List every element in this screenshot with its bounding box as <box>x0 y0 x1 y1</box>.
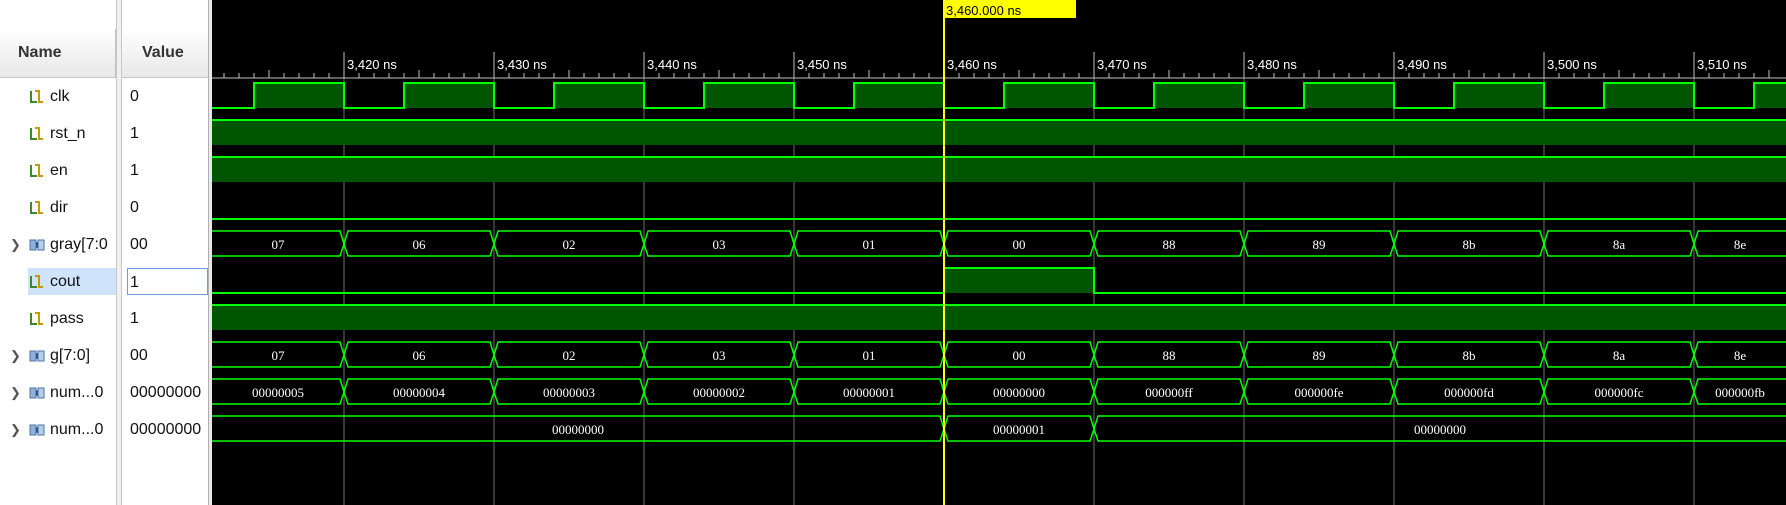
signal-name-label: gray[7:0 <box>50 236 108 253</box>
timeline-label: 3,500 ns <box>1547 57 1597 72</box>
bus-value: 02 <box>562 348 576 363</box>
bus-value: 00000000 <box>993 385 1045 400</box>
bus-value: 8a <box>1612 348 1626 363</box>
bit-signal-icon <box>28 162 50 180</box>
bus-value: 88 <box>1162 348 1176 363</box>
signal-name[interactable] <box>28 342 116 369</box>
signal-name[interactable] <box>28 194 116 221</box>
wave-high-fill <box>854 83 944 108</box>
wave-high-fill <box>254 83 344 108</box>
signal-value[interactable]: 0 <box>130 88 139 105</box>
value-column-label: Value <box>142 44 184 61</box>
wave-high-fill <box>1454 83 1544 108</box>
timeline-label: 3,510 ns <box>1697 57 1747 72</box>
bus-value: 00 <box>1012 237 1026 252</box>
signal-name[interactable] <box>28 231 116 258</box>
wave-high-fill <box>1004 83 1094 108</box>
bus-value: 01 <box>862 348 876 363</box>
bus-value: 00000001 <box>843 385 895 400</box>
timeline-label: 3,440 ns <box>647 57 697 72</box>
bus-value: 88 <box>1162 237 1176 252</box>
signal-name-label: num...0 <box>50 421 104 438</box>
bus-value: 00000000 <box>552 422 604 437</box>
signal-value[interactable]: 00000000 <box>130 384 202 401</box>
wave-high-fill <box>704 83 794 108</box>
wave-high-fill <box>1304 83 1394 108</box>
signal-panel <box>0 0 212 505</box>
signal-row[interactable] <box>0 263 208 300</box>
bus-value: 89 <box>1312 348 1326 363</box>
bus-value: 00000004 <box>393 385 445 400</box>
signal-name-label: g[7:0] <box>50 347 91 364</box>
wave-cout <box>212 268 1786 293</box>
bus-value: 00000001 <box>993 422 1045 437</box>
waveform-area[interactable] <box>212 0 1786 505</box>
signal-name[interactable] <box>28 305 116 332</box>
bus-value: 06 <box>412 237 426 252</box>
timeline-label: 3,470 ns <box>1097 57 1147 72</box>
signal-name[interactable] <box>28 416 116 443</box>
expand-chevron-icon[interactable]: ❯ <box>10 385 21 400</box>
wave-high-fill <box>944 268 1094 293</box>
bus-value: 03 <box>712 348 726 363</box>
timeline-label: 3,450 ns <box>797 57 847 72</box>
wave-gray <box>212 231 1786 256</box>
signal-name-label: en <box>50 162 68 179</box>
bus-value: 8b <box>1462 348 1476 363</box>
bus-value: 000000ff <box>1145 385 1193 400</box>
signal-row[interactable] <box>0 115 208 152</box>
wave-high-fill <box>554 83 644 108</box>
bit-signal-icon <box>28 273 50 291</box>
signal-row[interactable] <box>0 374 208 411</box>
bus-signal-icon <box>28 347 50 365</box>
signal-row[interactable] <box>0 411 208 448</box>
signal-name[interactable] <box>28 379 116 406</box>
wave-g <box>212 342 1786 367</box>
bus-value: 07 <box>271 237 285 252</box>
signal-value[interactable]: 1 <box>127 268 208 295</box>
bit-signal-icon <box>28 88 50 106</box>
bus-value: 8e <box>1733 237 1747 252</box>
bus-value: 00000005 <box>252 385 304 400</box>
signal-row[interactable] <box>0 337 208 374</box>
signal-name-label: dir <box>50 199 68 216</box>
wave-high-fill <box>212 120 1786 145</box>
timeline-label: 3,480 ns <box>1247 57 1297 72</box>
signal-name-label: cout <box>50 273 81 290</box>
bus-value: 00000002 <box>693 385 745 400</box>
wave-clk <box>212 83 1786 108</box>
expand-chevron-icon[interactable]: ❯ <box>10 237 21 252</box>
expand-chevron-icon[interactable]: ❯ <box>10 422 21 437</box>
timeline-label: 3,430 ns <box>497 57 547 72</box>
signal-value[interactable]: 00000000 <box>130 421 202 438</box>
wave-rst_n <box>212 120 1786 145</box>
signal-value[interactable]: 1 <box>130 125 139 142</box>
wave-pass <box>212 305 1786 330</box>
bus-value: 07 <box>271 348 285 363</box>
bus-signal-icon <box>28 384 50 402</box>
wave-high-fill <box>212 305 1786 330</box>
signal-name-label: num...0 <box>50 384 104 401</box>
signal-name[interactable] <box>28 120 116 147</box>
bus-value: 8a <box>1612 237 1626 252</box>
wave-high-fill <box>212 157 1786 182</box>
bit-signal-icon <box>28 310 50 328</box>
wave-num2 <box>212 416 1786 441</box>
signal-value[interactable]: 1 <box>130 310 139 327</box>
signal-row[interactable] <box>0 78 208 115</box>
signal-name-label: clk <box>50 88 70 105</box>
bus-value: 000000fc <box>1594 385 1644 400</box>
signal-row[interactable] <box>0 189 208 226</box>
bus-signal-icon <box>28 421 50 439</box>
bit-signal-icon <box>28 125 50 143</box>
name-column-header[interactable] <box>0 29 116 78</box>
bus-value: 8b <box>1462 237 1476 252</box>
timeline-label: 3,460 ns <box>947 57 997 72</box>
wave-high-fill <box>404 83 494 108</box>
wave-num1 <box>212 379 1786 404</box>
signal-value[interactable]: 0 <box>130 199 139 216</box>
name-column-label: Name <box>18 44 62 61</box>
value-column-header[interactable] <box>122 29 208 78</box>
signal-name[interactable] <box>28 268 116 295</box>
signal-value[interactable]: 00 <box>130 347 148 364</box>
timeline-label: 3,490 ns <box>1397 57 1447 72</box>
signal-row[interactable] <box>0 300 208 337</box>
bus-value: 02 <box>562 237 576 252</box>
wave-high-fill <box>1604 83 1694 108</box>
bus-value: 00000003 <box>543 385 595 400</box>
wave-high-fill <box>1154 83 1244 108</box>
cursor-time-label: 3,460.000 ns <box>946 3 1022 18</box>
bus-value: 00000000 <box>1414 422 1466 437</box>
signal-name-label: pass <box>50 310 84 327</box>
bus-value: 8e <box>1733 348 1747 363</box>
signal-value[interactable]: 1 <box>130 162 139 179</box>
bus-value: 00 <box>1012 348 1026 363</box>
signal-name-label: rst_n <box>50 125 86 142</box>
bus-signal-icon <box>28 236 50 254</box>
bus-value: 000000fb <box>1715 385 1765 400</box>
bus-value: 000000fd <box>1444 385 1494 400</box>
signal-name[interactable] <box>28 157 116 184</box>
signal-row[interactable] <box>0 152 208 189</box>
bus-value: 06 <box>412 348 426 363</box>
signal-value[interactable]: 00 <box>130 236 148 253</box>
wave-high-fill <box>1754 83 1786 108</box>
wave-en <box>212 157 1786 182</box>
signal-row[interactable] <box>0 226 208 263</box>
timeline-label: 3,420 ns <box>347 57 397 72</box>
bus-value: 01 <box>862 237 876 252</box>
bit-signal-icon <box>28 199 50 217</box>
expand-chevron-icon[interactable]: ❯ <box>10 348 21 363</box>
signal-name[interactable] <box>28 83 116 110</box>
bus-value: 03 <box>712 237 726 252</box>
waveform-canvas[interactable] <box>212 0 1786 505</box>
bus-value: 000000fe <box>1294 385 1344 400</box>
bus-value: 89 <box>1312 237 1326 252</box>
